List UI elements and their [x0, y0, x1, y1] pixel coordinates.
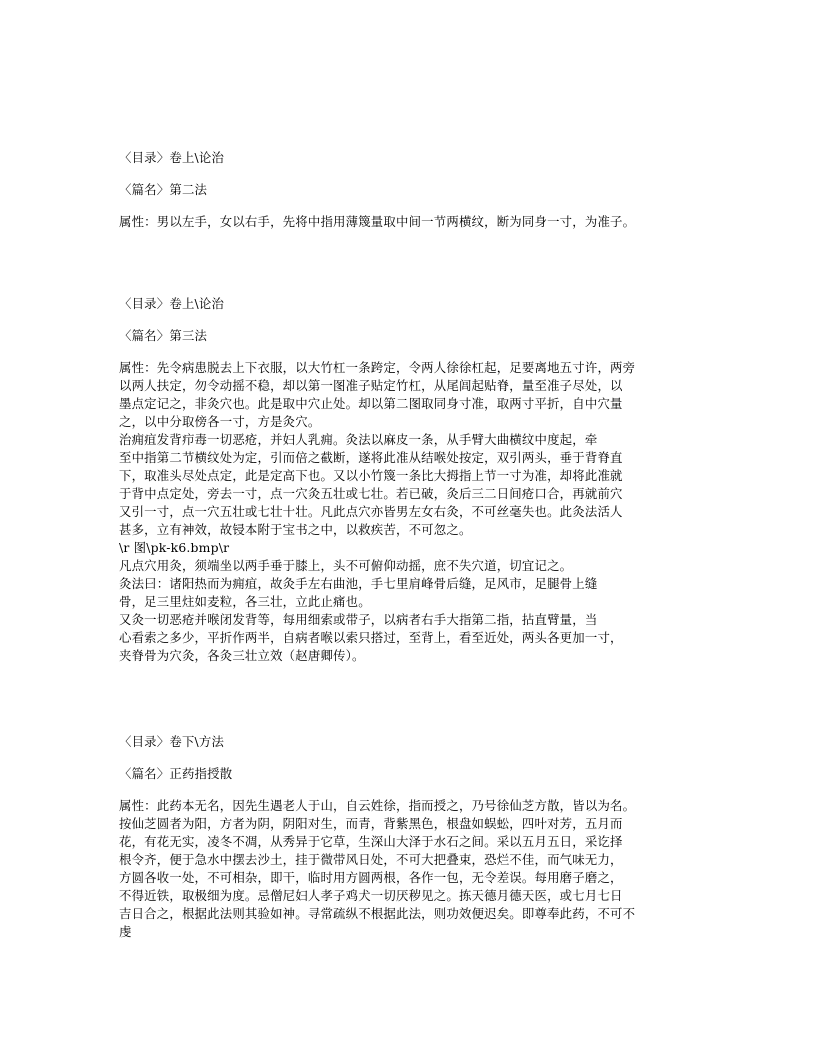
body-line: 吉日合之，根据此法则其验如神。寻常疏纵不根据此法，则功效便迟矣。即尊奉此药，不可不 — [119, 906, 636, 921]
body-line: 方圆各收一处，不可相杂，即干，临时用方圆两根，各作一包，无令差误。每用磨子磨之， — [119, 870, 623, 885]
body-line: 灸法曰：诸阳热而为痈疽，故灸手左右曲池，手七里肩峰骨后缝，足风市，足腿骨上缝 — [119, 576, 598, 591]
section-1 — [119, 149, 709, 231]
body-line: 属性：先令病患脱去上下衣服，以大竹杠一条跨定，令两人徐徐杠起，足要离地五寸许，两旁 — [119, 360, 636, 375]
body-line: 于背中点定处，旁去一寸，点一穴灸五壮或七壮。若已破，灸后三二日间疮口合，再就前穴 — [119, 486, 623, 501]
section-body — [119, 213, 709, 231]
section-body — [119, 797, 709, 941]
catalog-line: 〈目录〉卷上\论治 — [119, 296, 225, 311]
chapter-title: 〈篇名〉第二法 — [119, 182, 208, 197]
image-reference: \r 图\pk-k6.bmp\r — [119, 540, 230, 555]
body-line: 属性：此药本无名，因先生遇老人于山，自云姓徐，指而授之，乃号徐仙芝方散，皆以为名。 — [119, 798, 636, 813]
body-line: 凡点穴用灸，须端坐以两手垂于膝上，头不可俯仰动摇，庶不失穴道，切宜记之。 — [119, 558, 573, 573]
chapter-title: 〈篇名〉正药指授散 — [119, 766, 233, 781]
body-line: 治痈疽发背疖毒一切恶疮，并妇人乳痈。灸法以麻皮一条，从手臂大曲横纹中度起，牵 — [119, 432, 598, 447]
body-line: 根令齐，便于急水中摆去沙土，挂于微带风日处，不可大把叠束，恐烂不佳，而气味无力， — [119, 852, 623, 867]
section-2 — [119, 295, 709, 665]
catalog-line: 〈目录〉卷下\方法 — [119, 734, 225, 749]
section-3 — [119, 733, 709, 941]
body-line: 又引一寸，点一穴五壮或七壮十壮。凡此点穴亦皆男左女右灸，不可丝毫失也。此灸法活人 — [119, 504, 623, 519]
body-line: 至中指第二节横纹处为定，引而倍之截断，遂将此准从结喉处按定，双引两头，垂于背脊直 — [119, 450, 623, 465]
body-line: 不得近铁，取极细为度。忌僧尼妇人孝子鸡犬一切厌秽见之。拣天德月德天医，或七月七日 — [119, 888, 623, 903]
body-line: 下，取准头尽处点定，此是定高下也。又以小竹篾一条比大拇指上节一寸为准，却将此准就 — [119, 468, 623, 483]
body-line: 虔 — [119, 924, 132, 939]
body-line: 心看索之多少，平折作两半，自病者喉以索只搭过，至背上，看至近处，两头各更加一寸， — [119, 630, 623, 645]
chapter-title: 〈篇名〉第三法 — [119, 328, 208, 343]
body-line: 花，有花无实，凌冬不凋，从秀异于它草，生深山大泽于水石之间。采以五月五日，采讫择 — [119, 834, 623, 849]
body-line: 以两人扶定，勿令动摇不稳，却以第一图准子贴定竹杠，从尾闾起贴脊，量至准子尽处，以 — [119, 378, 623, 393]
body-line: 夹脊骨为穴灸，各灸三壮立效（赵唐卿传）。 — [119, 648, 365, 663]
catalog-line: 〈目录〉卷上\论治 — [119, 150, 225, 165]
body-line: 骨，足三里炷如麦粒，各三壮，立此止痛也。 — [119, 594, 371, 609]
body-line: 墨点定记之，非灸穴也。此是取中穴止处。却以第二图取同身寸准，取两寸平折，自中穴量 — [119, 396, 623, 411]
body-line: 按仙芝圆者为阳，方者为阴，阴阳对生，而青，背紫黑色，根盘如蜈蚣，四叶对芳，五月而 — [119, 816, 623, 831]
body-line: 属性：男以左手，女以右手，先将中指用薄篾量取中间一节两横纹，断为同身一寸，为准子。 — [119, 214, 636, 229]
section-body — [119, 359, 709, 665]
body-line: 之，以中分取傍各一寸，方是灸穴。 — [119, 414, 321, 429]
body-line: 又灸一切恶疮并喉闭发背等，每用细索或带子，以病者右手大指第二指，拈直臂量，当 — [119, 612, 598, 627]
body-line: 甚多，立有神效，故锓本附于宝书之中，以救疾苦，不可忽之。 — [119, 522, 472, 537]
